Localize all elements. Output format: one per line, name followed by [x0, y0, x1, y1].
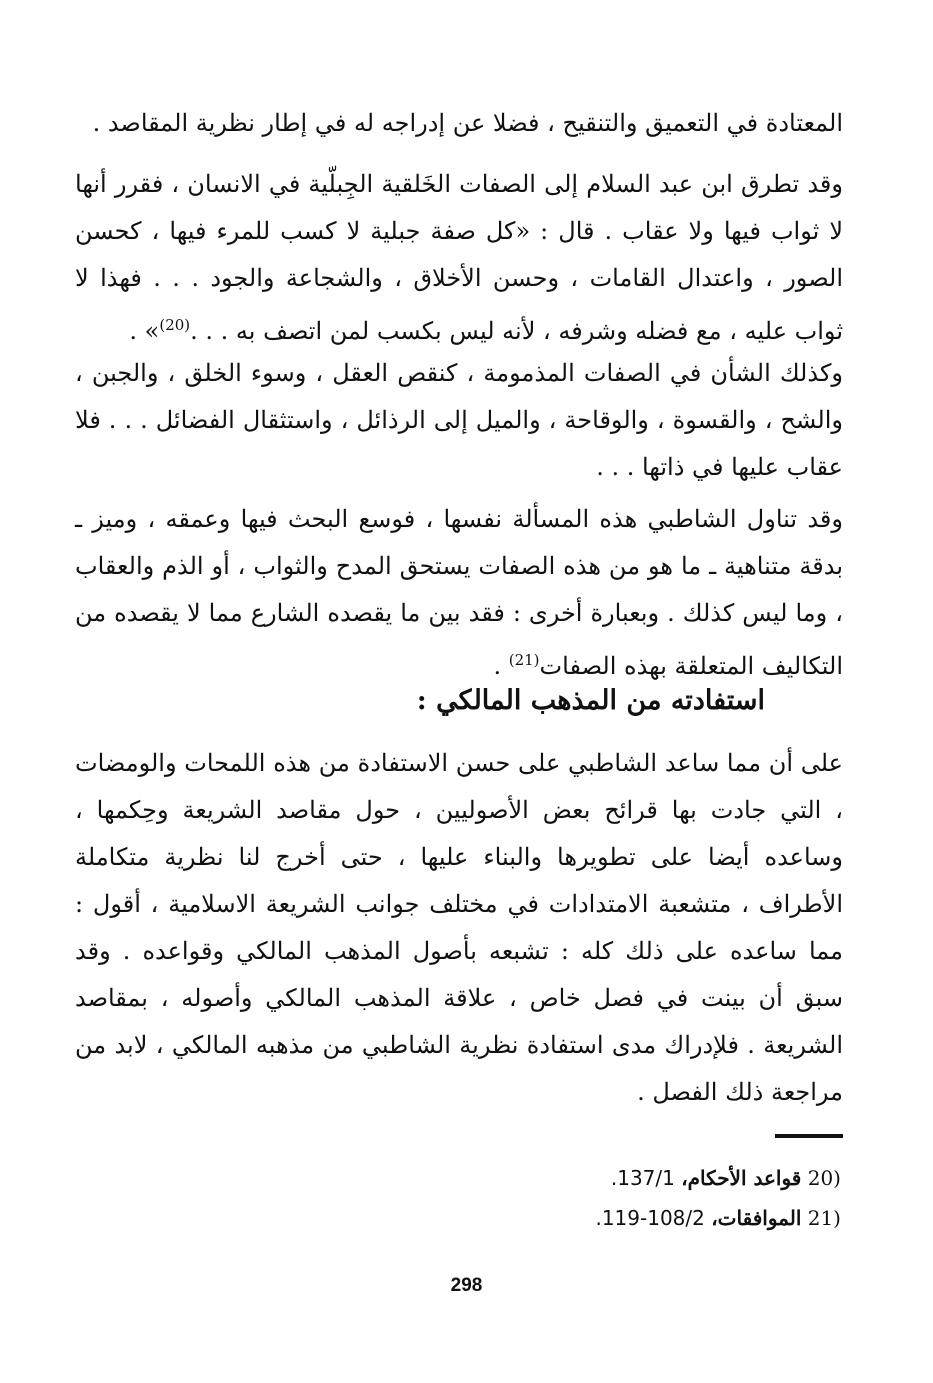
paragraph-5-text: على أن مما ساعد الشاطبي على حسن الاستفادة من هذه اللمحات والومضات ، التي جادت بها قرائح بعض الأصوليين ، حول مقاصد الشريعة وحِكمها ، وساعده أيضا على تطويرها والبناء عليها ، حتى أخرج لنا نظرية متكاملة الأطراف ، متشعبة الامتدادات في مختلف جوانب الشريعة الاسلامية ، أقول : مما ساعده على ذلك كله : تشبعه بأصول المذهب المالكي وقواعده . وقد سبق أن بينت في فصل خاص ، علاقة المذهب المالكي وأصوله ، بمقاصد الشريعة . فلإدراك مدى استفادة نظرية الشاطبي من مذهبه المالكي ، لابد من مراجعة ذلك الفصل .	[75, 749, 843, 1106]
footnote-21	[595, 1206, 841, 1230]
footnote-21-title: الموافقات،	[711, 1206, 802, 1230]
paragraph-3	[75, 350, 843, 491]
footnote-ref-20[interactable]: (20)	[159, 316, 191, 334]
footnote-divider	[775, 1134, 843, 1138]
page-number: 298	[450, 1275, 483, 1296]
paragraph-1	[75, 100, 843, 147]
paragraph-2-tail: » .	[129, 317, 160, 345]
footnote-20-number: 20)	[807, 1166, 841, 1190]
footnote-21-number: 21)	[807, 1206, 841, 1230]
paragraph-4-text: وقد تناول الشاطبي هذه المسألة نفسها ، فوسع البحث فيها وعمقه ، وميز ـ بدقة متناهية ـ ما هو من هذه الصفات يستحق المدح والثواب ، أو الذم والعقاب ، وما ليس كذلك . وبعبارة أخرى : فقد بين ما يقصده الشارع مما لا يقصده من التكاليف المتعلقة بهذه الصفات	[75, 505, 843, 680]
footnote-20	[611, 1166, 841, 1190]
footnote-21-ref: .119-108/2	[595, 1206, 705, 1230]
footnote-20-ref: .137/1	[610, 1166, 675, 1190]
section-heading: استفادته من المذهب المالكي :	[416, 685, 765, 716]
footnote-20-title: قواعد الأحكام،	[681, 1166, 802, 1190]
paragraph-1-text: المعتادة في التعميق والتنقيح ، فضلا عن إدراجه له في إطار نظرية المقاصد .	[92, 109, 843, 137]
paragraph-5	[75, 740, 843, 1116]
footnote-ref-21[interactable]: (21)	[508, 651, 540, 669]
paragraph-2	[75, 161, 843, 355]
paragraph-3-text: وكذلك الشأن في الصفات المذمومة ، كنقص العقل ، وسوء الخلق ، والجبن ، والشح ، والقسوة ، والوقاحة ، والميل إلى الرذائل ، واستثقال الفضائل . . . فلا عقاب عليها في ذاتها . . .	[75, 359, 843, 481]
paragraph-4-tail: .	[493, 652, 509, 680]
paragraph-4	[75, 496, 843, 690]
paragraph-2-text: وقد تطرق ابن عبد السلام إلى الصفات الخَلقية الجِبلّية في الانسان ، فقرر أنها لا ثواب فيها ولا عقاب . قال : «كل صفة جبلية لا كسب للمرء فيها ، كحسن الصور ، واعتدال القامات ، وحسن الأخلاق ، والشجاعة والجود . . . فهذا لا ثواب عليه ، مع فضله وشرفه ، لأنه ليس بكسب لمن اتصف به . . .	[75, 170, 843, 345]
